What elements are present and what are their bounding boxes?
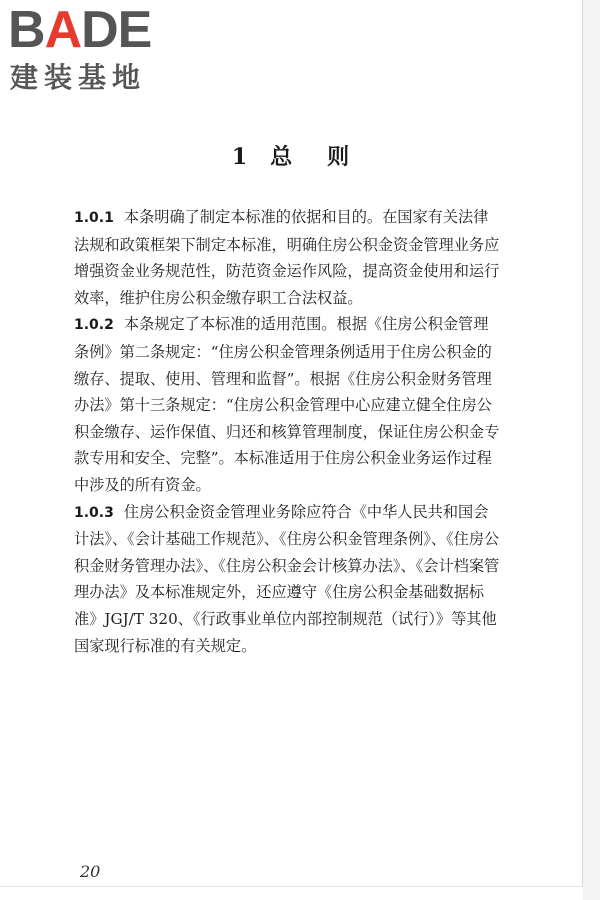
chapter-title-part2: 则 — [327, 144, 351, 170]
logo-brand-text — [8, 1, 152, 59]
clause-1-0-3 — [74, 499, 534, 660]
clause-line: 积金缴存、运作保值、归还和核算管理制度，保证住房公积金专 — [74, 422, 500, 441]
logo-subtitle: 建装基地 — [10, 61, 147, 94]
chapter-title-part1: 总 — [270, 144, 294, 170]
clause-line — [74, 499, 534, 527]
clause-text: 本条明确了制定本标准的依据和目的。在国家有关法律 — [123, 208, 489, 226]
clause-1-0-1 — [74, 204, 534, 311]
clause-line: 国家现行标准的有关规定。 — [74, 636, 257, 655]
chapter-number: 1 — [231, 144, 249, 170]
clause-number: 1.0.2 — [74, 317, 114, 334]
clause-line: 增强资金业务规范性，防范资金运作风险，提高资金使用和运行 — [74, 262, 500, 281]
clause-line: 计法》、《会计基础工作规范》、《住房公积金管理条例》、《住房公 — [74, 530, 500, 549]
clause-line: 款专用和安全、完整”。本标准适用于住房公积金业务运作过程 — [74, 449, 492, 468]
page-edge-margin — [583, 0, 600, 900]
clause-line: 缴存、提取、使用、管理和监督”。根据《住房公积金财务管理 — [74, 369, 492, 388]
clause-1-0-2 — [74, 311, 534, 498]
chapter-content — [74, 204, 534, 659]
logo-brand-prefix: B — [8, 1, 45, 59]
bade-logo — [8, 1, 178, 96]
logo-brand-suffix: DE — [81, 1, 152, 59]
clause-text: 本条规定了本标准的适用范围。根据《住房公积金管理 — [123, 315, 489, 334]
chapter-title — [0, 143, 582, 171]
clause-line — [74, 311, 534, 339]
clause-number: 1.0.1 — [74, 210, 114, 226]
clause-line: 法规和政策框架下制定本标准，明确住房公积金资金管理业务应 — [74, 235, 500, 254]
clause-line: 准》JGJ/T 320、《行政事业单位内部控制规范（试行）》等其他 — [74, 609, 497, 628]
clause-text: 住房公积金资金管理业务除应符合《中华人民共和国会 — [123, 502, 489, 521]
clause-number: 1.0.3 — [74, 504, 114, 521]
clause-line: 条例》第二条规定：“住房公积金管理条例适用于住房公积金的 — [74, 342, 492, 361]
page-number: 20 — [80, 862, 101, 881]
clause-line: 理办法》及本标准规定外，还应遵守《住房公积金基础数据标 — [74, 583, 485, 602]
clause-line: 中涉及的所有资金。 — [74, 475, 211, 494]
clause-line: 积金财务管理办法》、《住房公积金会计核算办法》、《会计档案管 — [74, 556, 500, 575]
logo-brand-accent: A — [44, 1, 82, 59]
clause-line — [74, 204, 534, 232]
clause-line: 办法》第十三条规定：“住房公积金管理中心应建立健全住房公 — [74, 396, 492, 415]
clause-line: 效率，维护住房公积金缴存职工合法权益。 — [74, 288, 363, 307]
